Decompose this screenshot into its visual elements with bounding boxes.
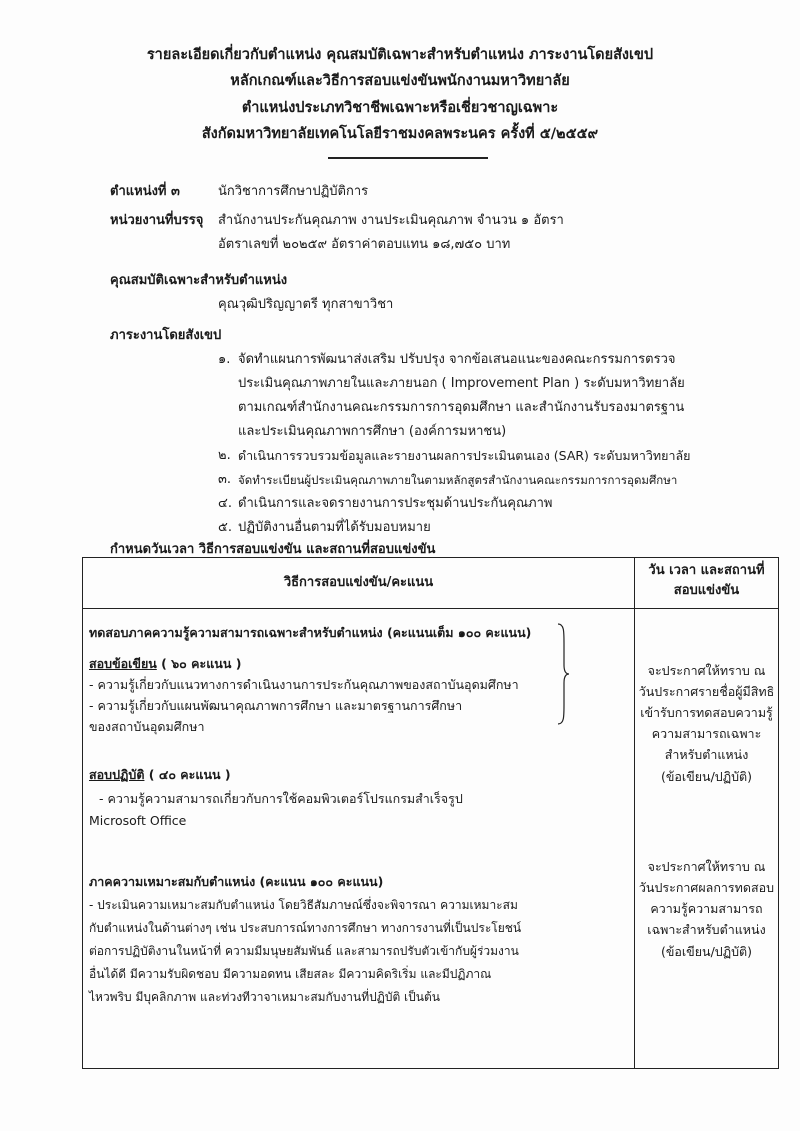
duties-heading: ภาระงานโดยสังเขป [110, 328, 222, 343]
duty-line: ดำเนินการและจดรายงานการประชุมด้านประกันคุณภาพ [238, 496, 553, 511]
written-exam-title: สอบข้อเขียน [89, 656, 157, 671]
exam-table [82, 557, 779, 1069]
right1-line: เข้ารับการทดสอบความรู้ [640, 705, 773, 720]
unit-line-1: สำนักงานประกันคุณภาพ งานประเมินคุณภาพ จำนวน ๑ อัตรา [218, 213, 564, 228]
section2-line: ต่อการปฏิบัติงานในหน้าที่ ความมีมนุษยสัมพันธ์ และสามารถปรับตัวเข้ากับผู้ร่วมงาน [89, 944, 519, 958]
duty-line: ตามเกณฑ์สำนักงานคณะกรรมการการอุดมศึกษา และสำนักงานรับรองมาตรฐาน [238, 400, 685, 415]
duty-number: ๔. [218, 496, 232, 511]
schedule-heading: กำหนดวันเวลา วิธีการสอบแข่งขัน และสถานที่สอบแข่งขัน [110, 542, 436, 557]
practical-exam-heading [89, 766, 231, 784]
duty-line: ปฏิบัติงานอื่นตามที่ได้รับมอบหมาย [238, 520, 431, 535]
section2-line: - ประเมินความเหมาะสมกับตำแหน่ง โดยวิธีสัมภาษณ์ซึ่งจะพิจารณา ความเหมาะสม [89, 898, 518, 912]
practical-exam-title: สอบปฏิบัติ [89, 767, 145, 782]
duty-number: ๑. [218, 352, 231, 367]
written-exam-heading [89, 655, 241, 673]
right1-line: สำหรับตำแหน่ง [664, 747, 749, 762]
right1-line: ความสามารถเฉพาะ [651, 726, 762, 741]
right1-line: จะประกาศให้ทราบ ณ [647, 663, 766, 678]
right1-line: (ข้อเขียน/ปฏิบัติ) [660, 769, 753, 784]
unit-label: หน่วยงานที่บรรจุ [110, 213, 204, 228]
written-item: - ความรู้เกี่ยวกับแผนพัฒนาคุณภาพการศึกษา และมาตรฐานการศึกษา [89, 698, 463, 713]
table-col1-header: วิธีการสอบแข่งขัน/คะแนน [283, 575, 434, 590]
header-line-4: สังกัดมหาวิทยาลัยเทคโนโลยีราชมงคลพระนคร ครั้งที่ ๕/๒๕๕๙ [201, 126, 599, 142]
practical-exam-score: ( ๔๐ คะแนน ) [144, 767, 231, 782]
section2-line: ไหวพริบ มีบุคลิกภาพ และท่วงทีวาจาเหมาะสมกับงานที่ปฏิบัติ เป็นต้น [89, 990, 440, 1004]
duty-line: ประเมินคุณภาพภายในและภายนอก ( Improvement Plan ) ระดับมหาวิทยาลัย [238, 376, 685, 391]
right2-line: จะประกาศให้ทราบ ณ [647, 859, 766, 874]
right2-line: (ข้อเขียน/ปฏิบัติ) [660, 944, 753, 959]
table-col2-header-line-1: วัน เวลา และสถานที่ [648, 563, 765, 578]
written-item: ของสถาบันอุดมศึกษา [89, 719, 205, 734]
table-header-divider [83, 608, 778, 609]
section2-title: ภาคความเหมาะสมกับตำแหน่ง (คะแนน ๑๐๐ คะแนน) [89, 874, 384, 889]
right2-line: เฉพาะสำหรับตำแหน่ง [647, 922, 766, 937]
unit-line-2: อัตราเลขที่ ๒๐๒๕๙ อัตราค่าตอบแทน ๑๘,๗๕๐ บาท [218, 237, 511, 252]
qualification-heading: คุณสมบัติเฉพาะสำหรับตำแหน่ง [110, 273, 288, 288]
duty-line: ดำเนินการรวบรวมข้อมูลและรายงานผลการประเมินตนเอง (SAR) ระดับมหาวิทยาลัย [238, 448, 691, 463]
header-divider [328, 157, 488, 159]
right2-line: ความรู้ความสามารถ [650, 901, 763, 916]
duty-number: ๕. [218, 520, 232, 535]
practical-item: Microsoft Office [89, 813, 187, 828]
duty-number: ๓. [218, 472, 232, 487]
table-col2-header-line-2: สอบแข่งขัน [673, 583, 740, 598]
duty-number: ๒. [218, 448, 231, 463]
duty-line: จัดทำแผนการพัฒนาส่งเสริม ปรับปรุง จากข้อเสนอแนะของคณะกรรมการตรวจ [238, 352, 676, 367]
section1-title: ทดสอบภาคความรู้ความสามารถเฉพาะสำหรับตำแหน่ง (คะแนนเต็ม ๑๐๐ คะแนน) [89, 625, 532, 640]
header-line-2: หลักเกณฑ์และวิธีการสอบแข่งขันพนักงานมหาวิทยาลัย [230, 73, 570, 89]
right2-line: วันประกาศผลการทดสอบ [638, 880, 775, 895]
header-line-1: รายละเอียดเกี่ยวกับตำแหน่ง คุณสมบัติเฉพาะสำหรับตำแหน่ง ภาระงานโดยสังเขป [146, 47, 654, 63]
position-value: นักวิชาการศึกษาปฏิบัติการ [218, 184, 369, 199]
position-label: ตำแหน่งที่ ๓ [110, 184, 180, 199]
header-line-3: ตำแหน่งประเภทวิชาชีพเฉพาะหรือเชี่ยวชาญเฉพาะ [241, 100, 559, 116]
table-column-divider [634, 558, 635, 1068]
practical-item: - ความรู้ความสามารถเกี่ยวกับการใช้คอมพิวเตอร์โปรแกรมสำเร็จรูป [99, 791, 463, 806]
qualification-value: คุณวุฒิปริญญาตรี ทุกสาขาวิชา [218, 297, 394, 312]
written-exam-score: ( ๖๐ คะแนน ) [156, 656, 242, 671]
duty-line: และประเมินคุณภาพการศึกษา (องค์การมหาชน) [238, 424, 507, 439]
curly-brace-icon [556, 623, 570, 725]
section2-line: กับตำแหน่งในด้านต่างๆ เช่น ประสบการณ์ทางการศึกษา ทางการงานที่เป็นประโยชน์ [89, 921, 522, 935]
section2-line: อื่นได้ดี มีความรับผิดชอบ มีความอดทน เสียสละ มีความคิดริเริ่ม และมีปฏิภาณ [89, 967, 492, 981]
written-item: - ความรู้เกี่ยวกับแนวทางการดำเนินงานการประกันคุณภาพของสถาบันอุดมศึกษา [89, 677, 519, 692]
duty-line: จัดทำระเบียนผู้ประเมินคุณภาพภายในตามหลักสูตรสำนักงานคณะกรรมการการอุดมศึกษา [238, 473, 678, 487]
right1-line: วันประกาศรายชื่อผู้มีสิทธิ [638, 684, 775, 699]
